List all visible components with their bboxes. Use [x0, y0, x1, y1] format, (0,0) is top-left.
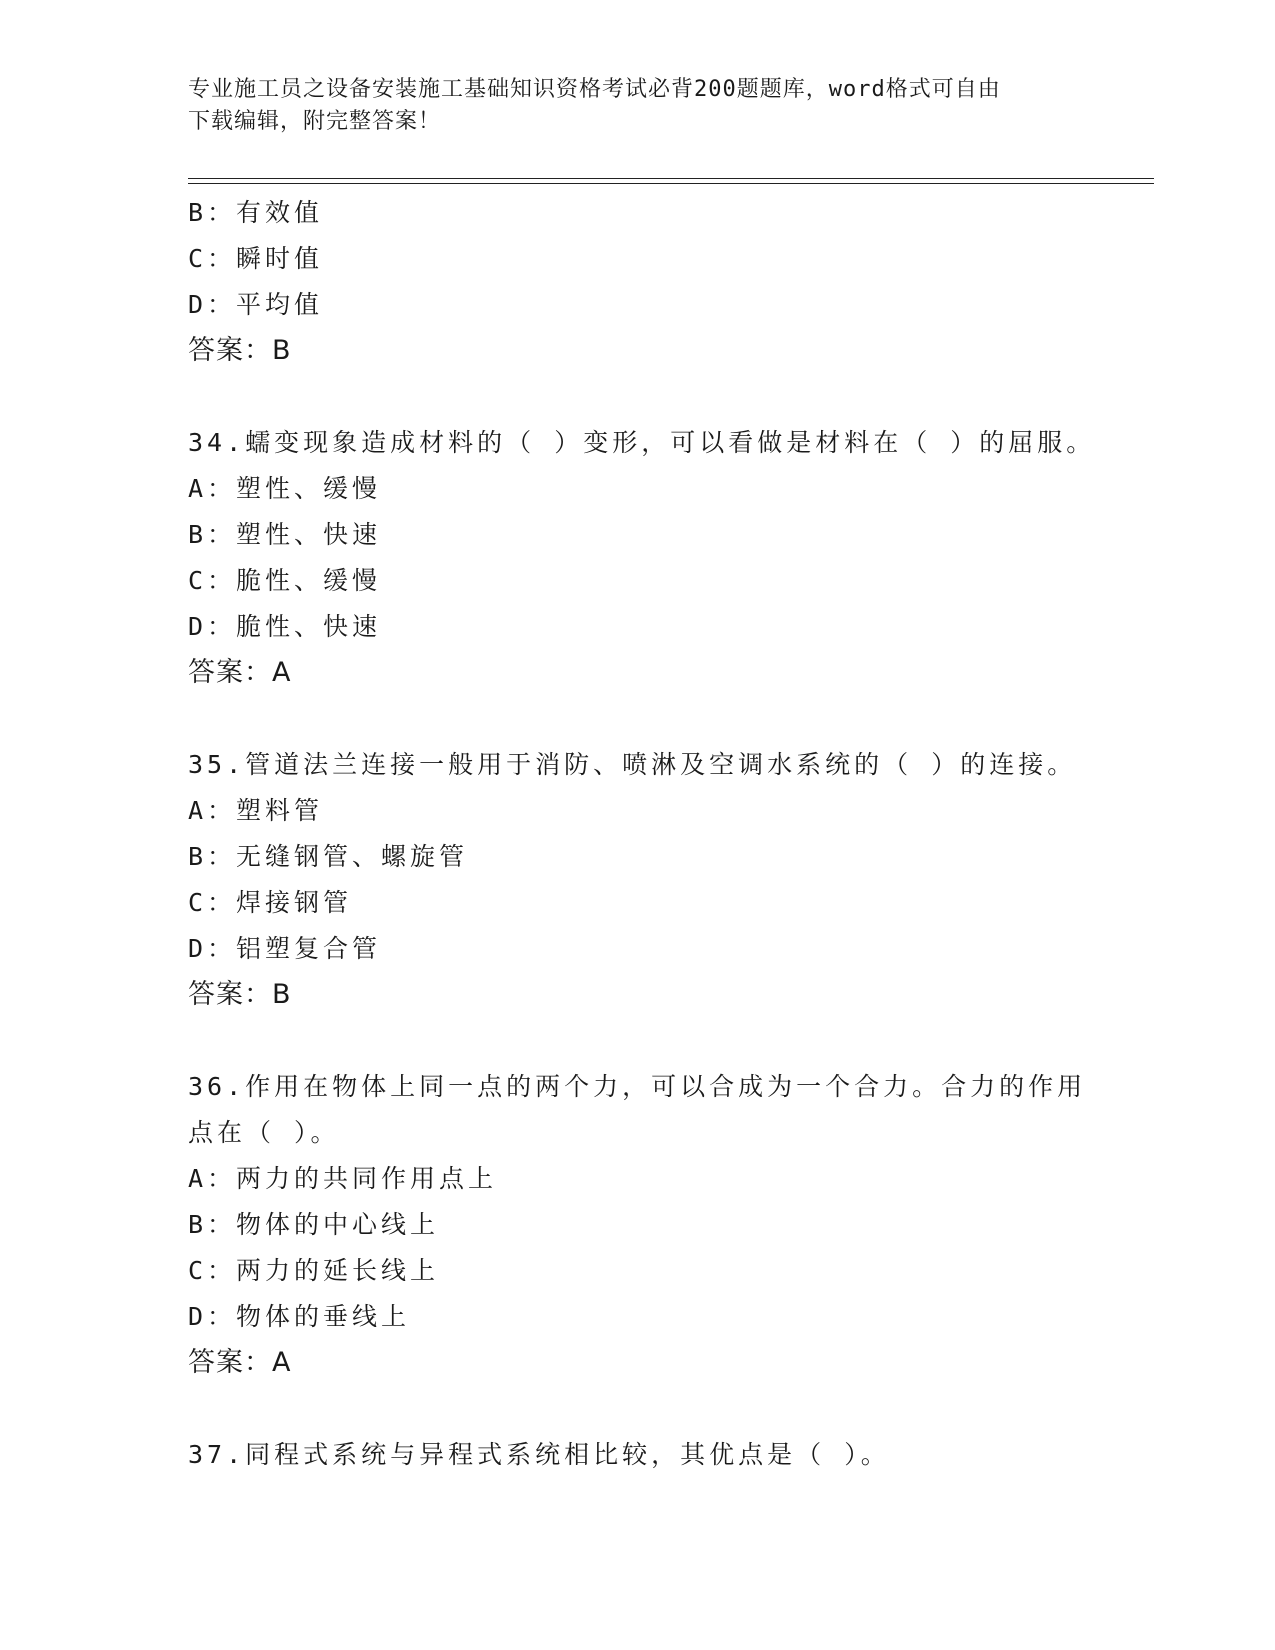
- header-line-2: 下载编辑，附完整答案！: [188, 109, 442, 134]
- question-36: [188, 1064, 1088, 1386]
- answer-line: 答案：A: [188, 1347, 292, 1378]
- option-d: D：平均值: [188, 290, 324, 319]
- option-b: B：有效值: [188, 198, 324, 227]
- option-d: D：脆性、快速: [188, 612, 382, 641]
- answer-line: 答案：A: [188, 657, 292, 688]
- prev-question-block: [188, 190, 1088, 374]
- header-line-1: 专业施工员之设备安装施工基础知识资格考试必背200题题库，word格式可自由: [188, 77, 1001, 102]
- option-c: C：两力的延长线上: [188, 1256, 440, 1285]
- answer-line: 答案：B: [188, 979, 292, 1010]
- option-d: D：铝塑复合管: [188, 934, 382, 963]
- question-35: [188, 742, 1088, 1018]
- question-text: 35.管道法兰连接一般用于消防、喷淋及空调水系统的（ ）的连接。: [188, 750, 1077, 779]
- answer-line: 答案：B: [188, 335, 292, 366]
- option-a: A：塑性、缓慢: [188, 474, 382, 503]
- option-c: C：瞬时值: [188, 244, 324, 273]
- option-c: C：焊接钢管: [188, 888, 353, 917]
- header-divider-top: [188, 178, 1154, 179]
- question-34: [188, 420, 1096, 696]
- option-b: B：塑性、快速: [188, 520, 382, 549]
- option-a: A：塑料管: [188, 796, 324, 825]
- question-37: [188, 1432, 1088, 1478]
- question-text-line-1: 36.作用在物体上同一点的两个力，可以合成为一个合力。合力的作用: [188, 1072, 1087, 1101]
- option-a: A：两力的共同作用点上: [188, 1164, 498, 1193]
- question-text-line-2: 点在（ ）。: [188, 1118, 340, 1147]
- option-d: D：物体的垂线上: [188, 1302, 411, 1331]
- question-text: 34.蠕变现象造成材料的（ ）变形，可以看做是材料在（ ）的屈服。: [188, 428, 1096, 457]
- option-b: B：物体的中心线上: [188, 1210, 440, 1239]
- option-b: B：无缝钢管、螺旋管: [188, 842, 469, 871]
- question-list: [188, 190, 1096, 1478]
- document-header: [188, 74, 1068, 138]
- question-text: 37.同程式系统与异程式系统相比较，其优点是（ ）。: [188, 1440, 890, 1469]
- header-divider-bottom: [188, 183, 1154, 184]
- option-c: C：脆性、缓慢: [188, 566, 382, 595]
